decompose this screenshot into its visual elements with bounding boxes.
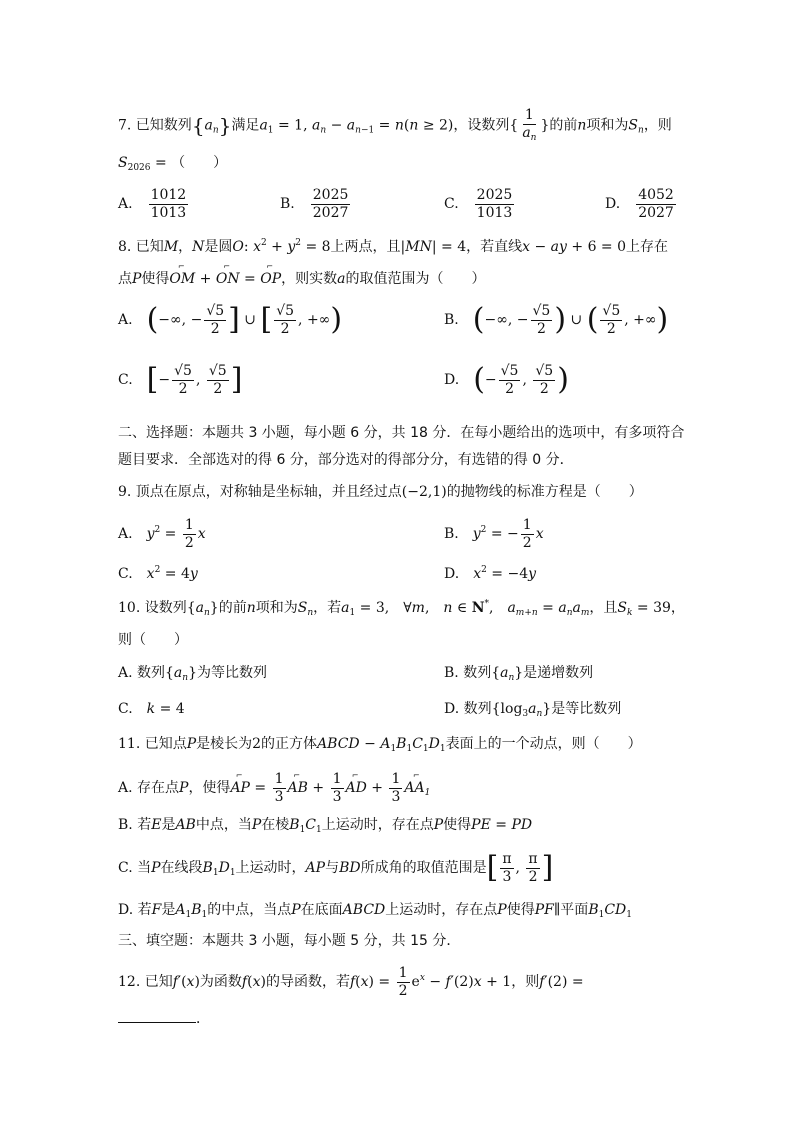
q10-option-d: D. 数列$\{\log_3a_n\}$是等比数列 [444, 701, 622, 719]
q9-option-c: C. $x^2 = 4y$ [118, 565, 198, 582]
q7-d-den: 2027 [638, 204, 674, 221]
section2-line2: 题目要求．全部选对的得 6 分，部分选对的得部分分，有选错的得 0 分． [118, 452, 574, 468]
q7-option-a: A. $\frac{1012}{1013}$ [118, 187, 187, 221]
q10-stem: 10. 设数列$\{a_n\}$的前n项和为$S_n$，若$a_1 = 3$, ∀m, n ∈ N*, $a_{m+n} = a_na_m$，且$S_k = 39$， [118, 599, 685, 618]
q8-option-a: A. (−∞, − $\frac{√5}{2}$ ] ∪ [ $\frac{√5}{2}$ , +∞) [118, 302, 343, 338]
q8-option-b: B. (−∞, − $\frac{√5}{2}$ ) ∪ ( $\frac{√5}{2}$ , +∞) [444, 302, 669, 338]
q12-end-punct: ． [196, 1011, 210, 1027]
section3-line1: 三、填空题：本题共 3 小题，每小题 5 分，共 15 分． [118, 933, 461, 949]
q7-b-num: 2025 [312, 187, 349, 203]
q7-stem: 7. 已知数列$\{a_n\}$满足$a_1 = 1$, $a_n - a_{n-1} = n(n \ge 2)$，设数列{ $\frac{1}{a_n}$ }的前n项和为$S_n$，则 [118, 107, 672, 143]
q10-number: 10. [118, 600, 141, 616]
q7-option-d: D. $\frac{4052}{2027}$ [605, 187, 674, 221]
q8-option-d: D. (− $\frac{√5}{2}$ , $\frac{√5}{2}$ ) [444, 362, 569, 398]
q8-stem: 8. 已知M，N是圆O: $x^2 + y^2 = 8$上两点，且|MN| = 4，若直线x − ay + 6 = 0上存在 [118, 238, 669, 255]
q9-stem: 9. 顶点在原点，对称轴是坐标轴，并且经过点(−2,1)的抛物线的标准方程是（ ） [118, 484, 643, 500]
answer-blank[interactable] [118, 1010, 196, 1023]
q7-d-num: 4052 [638, 187, 674, 203]
q10-option-c: C. k = 4 [118, 701, 185, 717]
q12-stem: 12. 已知f′(x)为函数f(x)的导函数，若f(x) = $\frac{1}{2}$ $e^x - f'(2)x + 1$，则f′(2) = [118, 965, 584, 999]
q12-number: 12. [118, 974, 141, 991]
q7-b-den: 2027 [312, 204, 349, 221]
q9-option-d: D. $x^2 = -4y$ [444, 565, 537, 582]
q7-a-num: 1012 [150, 187, 187, 203]
q7-number: 7. [118, 117, 132, 134]
q10-option-b: B. 数列$\{a_n\}$是递增数列 [444, 665, 594, 683]
q8-stem-line2: 点P使得⌐ OM + ⌐ ON = ⌐ OP，则实数a的取值范围为（ ） [118, 272, 486, 286]
q11-option-d: D. 若F是$A_1B_1$的中点，当点P在底面ABCD上运动时，存在点P使得PF∥平面$B_1CD_1$ [118, 902, 633, 920]
q10-option-a: A. 数列$\{a_n\}$为等比数列 [118, 665, 267, 683]
q9-number: 9. [118, 484, 132, 500]
q8-option-c: C. [− $\frac{√5}{2}$ , $\frac{√5}{2}$ ] [118, 362, 243, 398]
q11-option-b: B. 若E是AB中点，当P在棱$B_1C_1$上运动时，存在点P使得PE = PD [118, 817, 533, 835]
q11-option-c: C. 当P在线段$B_1D_1$上运动时，AP与BD所成角的取值范围是[ $\frac{\pi}{3}$ , $\frac{\pi}{2}$ ] [118, 850, 554, 886]
q9-option-b: B. $y^2$ = − $\frac{1}{2}$ x [444, 517, 544, 551]
q7-c-num: 2025 [476, 187, 513, 203]
q11-option-a: A. 存在点P，使得⌐ AP = $\frac{1}{3}$ ⌐ AB + $\frac{1}{3}$ ⌐ AD + $\frac{1}{3}$ ⌐ $AA_1$ [118, 772, 430, 804]
q11-stem: 11. 已知点P是棱长为2的正方体ABCD − $A_1B_1C_1D_1$表面上的一个动点，则（ ） [118, 736, 642, 754]
q11-number: 11. [118, 736, 141, 752]
q8-number: 8. [118, 239, 132, 255]
q7-option-c: C. $\frac{2025}{1013}$ [444, 187, 513, 221]
section2-line1: 二、选择题：本题共 3 小题，每小题 6 分，共 18 分．在每小题给出的选项中，有多项符合 [118, 425, 685, 441]
q9-option-a: A. $y^2$ = $\frac{1}{2}$ x [118, 517, 206, 551]
q7-option-b: B. $\frac{2025}{2027}$ [280, 187, 349, 221]
q10-stem-line2: 则（ ） [118, 632, 188, 648]
q12-answer-line [118, 1010, 210, 1026]
q7-c-den: 1013 [476, 204, 513, 221]
q7-stem-line2: $S_{2026}$ = （ ） [118, 155, 228, 173]
q7-a-den: 1013 [150, 204, 187, 221]
